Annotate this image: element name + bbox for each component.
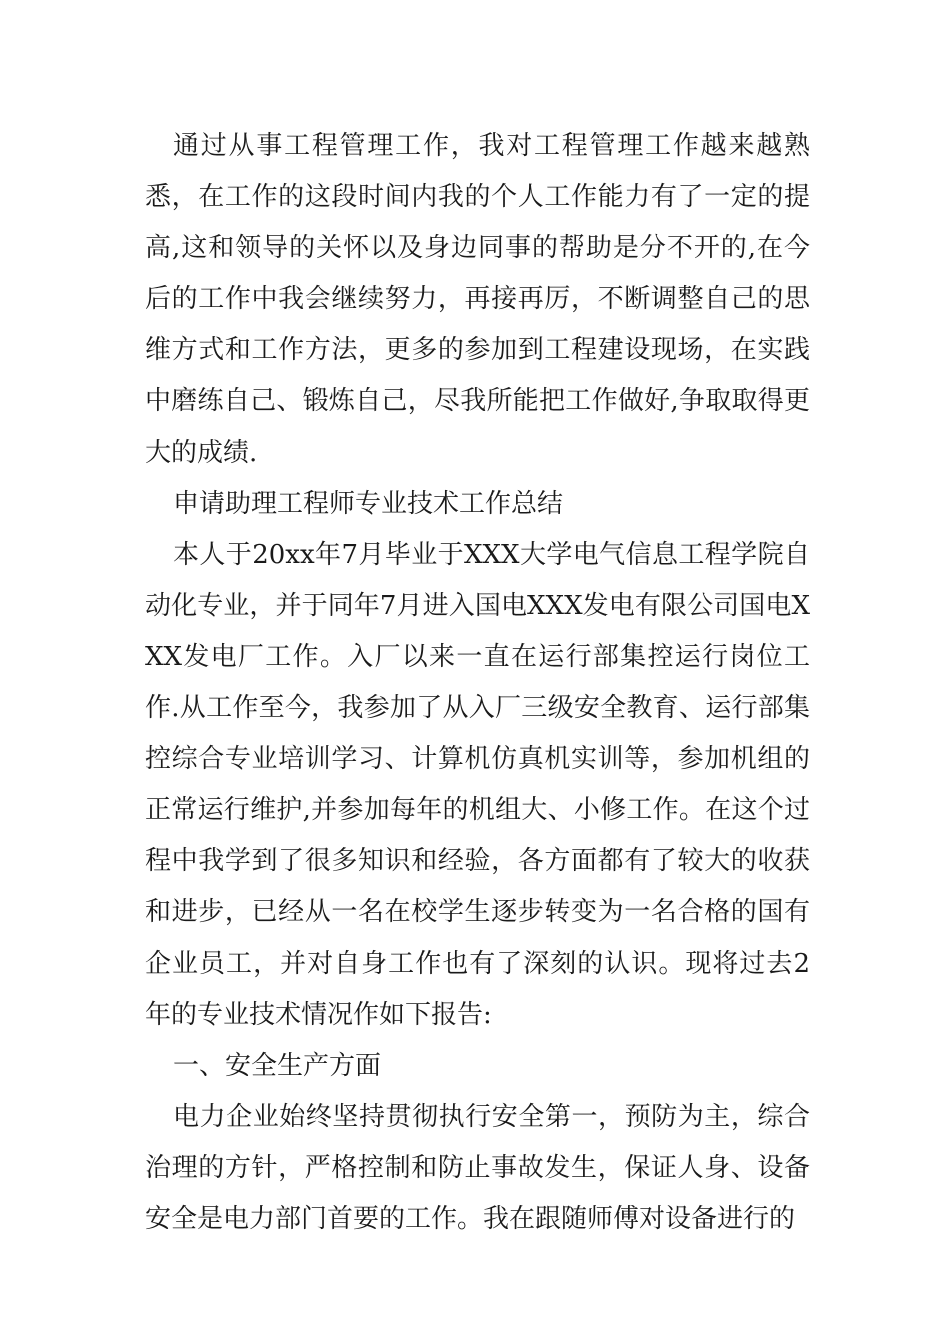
paragraph-introduction: 本人于20xx年7月毕业于XXX大学电气信息工程学院自动化专业，并于同年7月进入国电XXX发电有限公司国电XXX发电厂工作。入厂以来一直在运行部集控运行岗位工作.从工作至今，我参加了从入厂三级安全教育、运行部集控综合专业培训学习、计算机仿真机实训等，参加机组的正常运行维护,并参加每年的机组大、小修工作。在这个过程中我学到了很多知识和经验，各方面都有了较大的收获和进步，已经从一名在校学生逐步转变为一名合格的国有企业员工，并对自身工作也有了深刻的认识。现将过去2年的专业技术情况作如下报告: (145, 539, 810, 1030)
paragraph-safety: 电力企业始终坚持贯彻执行安全第一，预防为主，综合治理的方针，严格控制和防止事故发生，保证人身、设备安全是电力部门首要的工作。我在跟随师傅对设备进行的 (145, 1101, 810, 1234)
section-heading-safety: 一、安全生产方面 (173, 1050, 382, 1081)
paragraph-conclusion: 通过从事工程管理工作，我对工程管理工作越来越熟悉，在工作的这段时间内我的个人工作能力有了一定的提高,这和领导的关怀以及身边同事的帮助是分不开的,在今后的工作中我会继续努力，再接再厉，不断调整自己的思维方式和工作方法，更多的参加到工程建设现场，在实践中磨练自己、锻炼自己，尽我所能把工作做好,争取取得更大的成绩. (145, 131, 810, 468)
section-title: 申请助理工程师专业技术工作总结 (173, 488, 564, 519)
document-body (145, 121, 810, 1245)
